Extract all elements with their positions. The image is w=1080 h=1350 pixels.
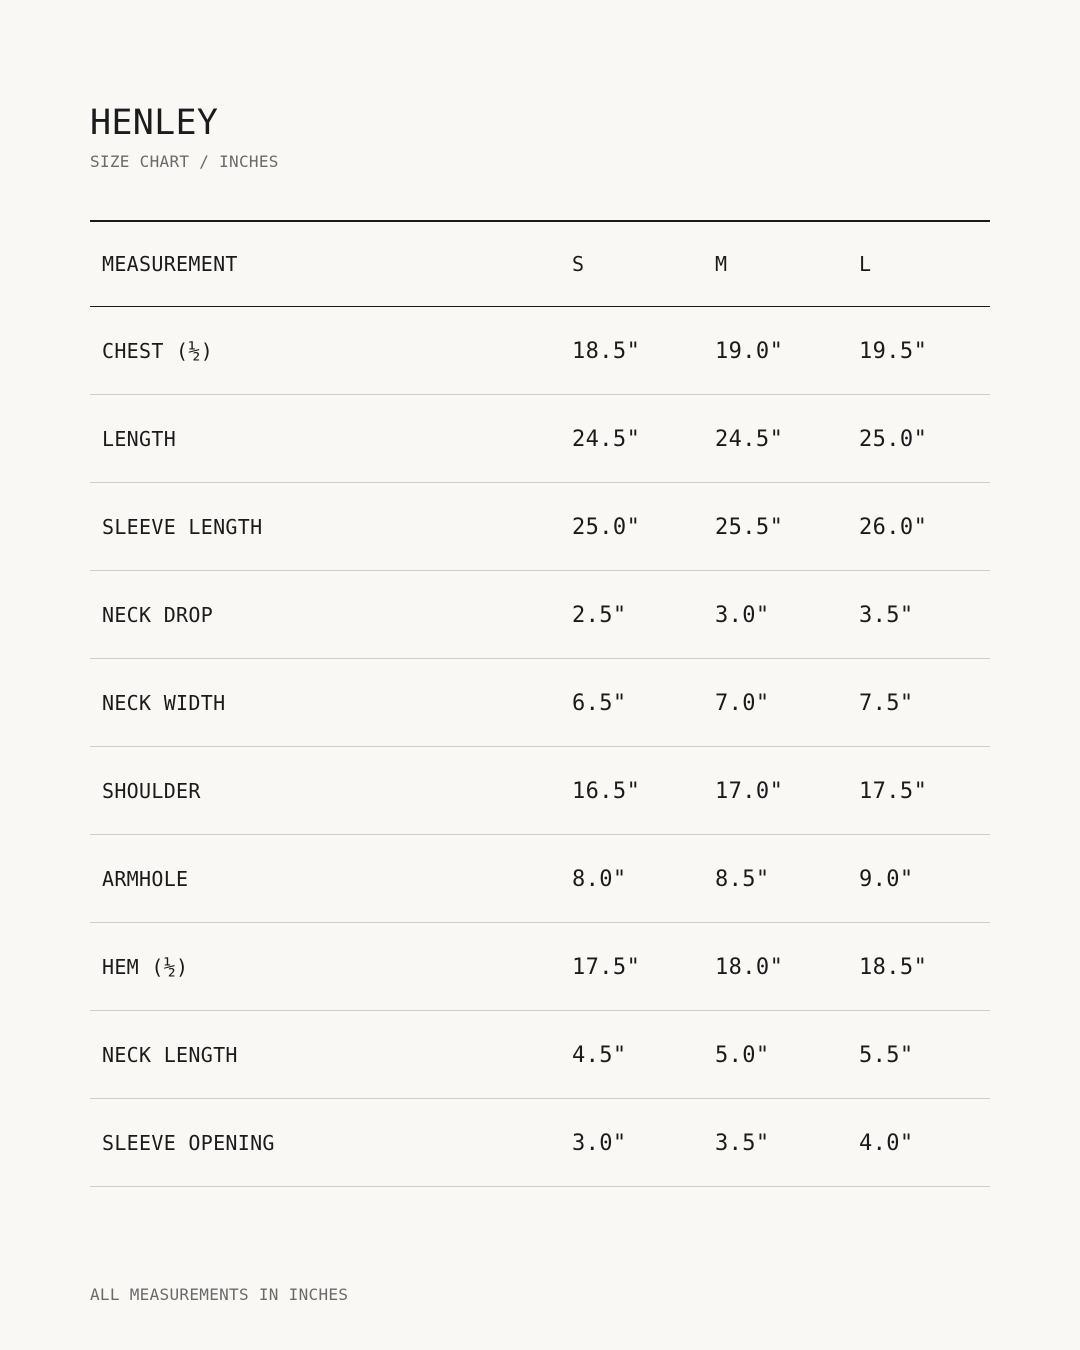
page-title: HENLEY (90, 103, 219, 143)
page-subtitle: SIZE CHART / INCHES (90, 152, 279, 171)
value-s: 24.5" (560, 395, 703, 483)
footer-note: ALL MEASUREMENTS IN INCHES (90, 1285, 349, 1304)
measurement-label: SHOULDER (90, 747, 560, 835)
column-header-size-s: S (560, 221, 703, 307)
measurement-label: SLEEVE OPENING (90, 1099, 560, 1187)
measurement-label: NECK WIDTH (90, 659, 560, 747)
measurement-label: SLEEVE LENGTH (90, 483, 560, 571)
column-header-size-l: L (847, 221, 990, 307)
value-s: 6.5" (560, 659, 703, 747)
measurement-label: NECK LENGTH (90, 1011, 560, 1099)
value-s: 4.5" (560, 1011, 703, 1099)
value-l: 4.0" (847, 1099, 990, 1187)
value-s: 17.5" (560, 923, 703, 1011)
measurement-label: LENGTH (90, 395, 560, 483)
value-l: 7.5" (847, 659, 990, 747)
value-l: 5.5" (847, 1011, 990, 1099)
value-l: 19.5" (847, 307, 990, 395)
measurement-label: HEM (½) (90, 923, 560, 1011)
value-m: 7.0" (703, 659, 847, 747)
value-m: 24.5" (703, 395, 847, 483)
value-l: 17.5" (847, 747, 990, 835)
value-l: 3.5" (847, 571, 990, 659)
table-row (90, 659, 990, 747)
measurement-label: ARMHOLE (90, 835, 560, 923)
table-row (90, 1011, 990, 1099)
value-l: 26.0" (847, 483, 990, 571)
table-row (90, 571, 990, 659)
value-m: 19.0" (703, 307, 847, 395)
value-s: 2.5" (560, 571, 703, 659)
value-s: 18.5" (560, 307, 703, 395)
table-row (90, 307, 990, 395)
value-s: 8.0" (560, 835, 703, 923)
table-row (90, 747, 990, 835)
value-m: 17.0" (703, 747, 847, 835)
size-chart-table (90, 220, 990, 1187)
measurement-label: NECK DROP (90, 571, 560, 659)
value-s: 25.0" (560, 483, 703, 571)
table-row (90, 1099, 990, 1187)
table-row (90, 395, 990, 483)
table-header-row (90, 221, 990, 307)
table-row (90, 923, 990, 1011)
table-row (90, 835, 990, 923)
value-m: 3.0" (703, 571, 847, 659)
column-header-size-m: M (703, 221, 847, 307)
value-l: 25.0" (847, 395, 990, 483)
table-row (90, 483, 990, 571)
value-s: 16.5" (560, 747, 703, 835)
value-m: 18.0" (703, 923, 847, 1011)
value-m: 5.0" (703, 1011, 847, 1099)
value-m: 3.5" (703, 1099, 847, 1187)
value-s: 3.0" (560, 1099, 703, 1187)
value-m: 25.5" (703, 483, 847, 571)
measurement-label: CHEST (½) (90, 307, 560, 395)
value-l: 18.5" (847, 923, 990, 1011)
column-header-measurement: MEASUREMENT (90, 221, 560, 307)
value-m: 8.5" (703, 835, 847, 923)
value-l: 9.0" (847, 835, 990, 923)
size-chart-page (90, 0, 990, 1350)
